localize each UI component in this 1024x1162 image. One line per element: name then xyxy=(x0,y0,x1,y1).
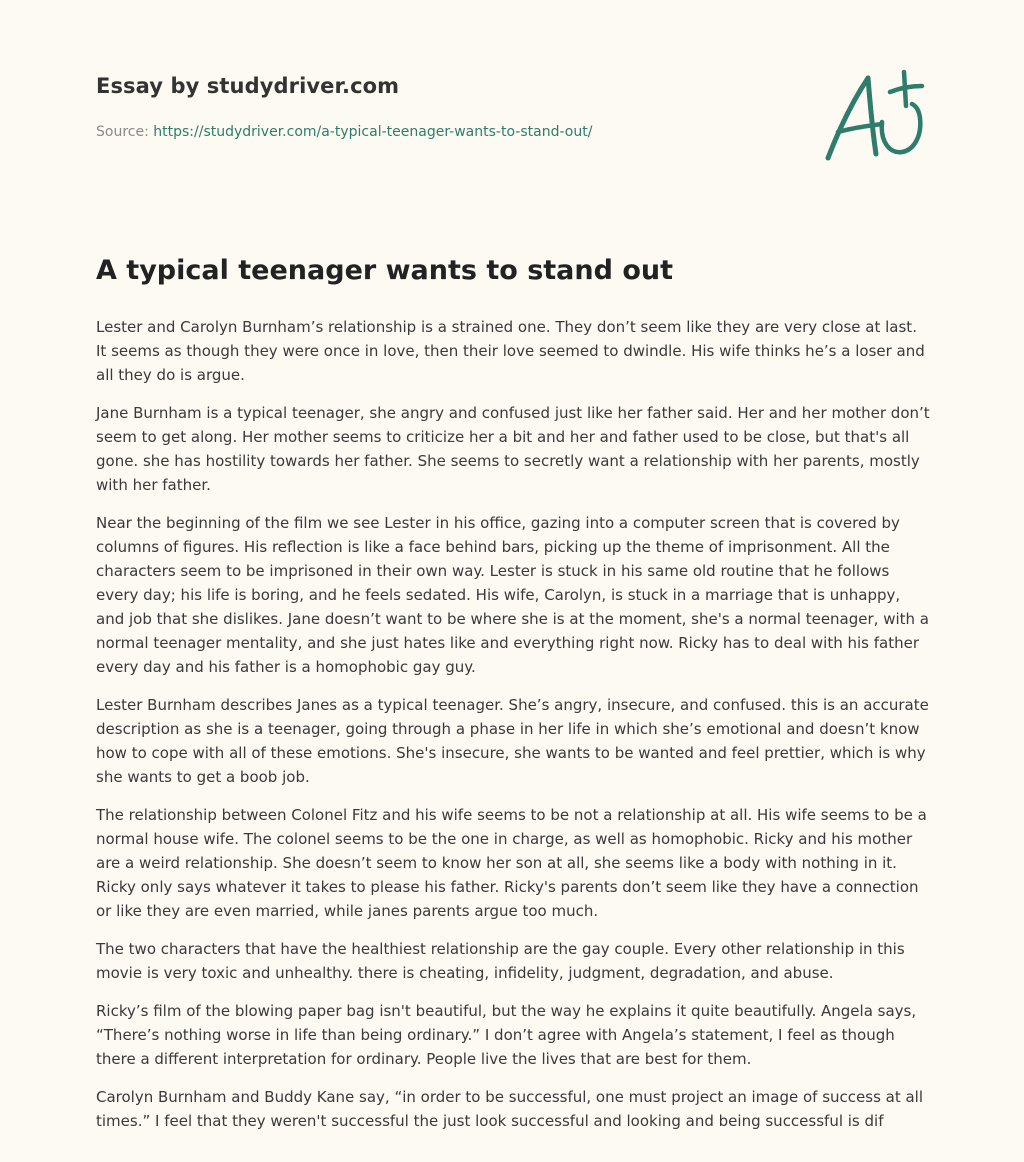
essay-paragraph: Ricky’s film of the blowing paper bag isn't beautiful, but the way he explains it quite beautifully. Angela says, “There’s nothing worse in life than being ordinary.” I don’t agree with Angela’s statement, I feel as though there a different interpretation for ordinary. People live the lives that are best for them. xyxy=(96,1002,917,1068)
site-title: Essay by studydriver.com xyxy=(96,74,400,98)
source-line xyxy=(96,124,592,140)
essay-paragraph: The relationship between Colonel Fitz and his wife seems to be not a relationship at all. His wife seems to be a normal house wife. The colonel seems to be the one in charge, as well as homophobic. Ricky and his mother are a weird relationship. She doesn’t seem to know her son at all, she seems like a body with nothing in it. Ricky only says whatever it takes to please his father. Ricky's parents don’t seem like they have a connection or like they are even married, while janes parents argue too much. xyxy=(96,806,927,920)
essay-header xyxy=(96,74,796,140)
essay-paragraph: Lester Burnham describes Janes as a typical teenager. She’s angry, insecure, and confused. this is an accurate description as she is a teenager, going through a phase in her life in which she’s emotional and doesn’t know how to cope with all of these emotions. She's insecure, she wants to be wanted and feel prettier, which is why she wants to get a boob job. xyxy=(96,696,929,786)
essay-body xyxy=(96,315,931,1147)
essay-paragraph: The two characters that have the healthiest relationship are the gay couple. Every other relationship in this movie is very toxic and unhealthy. there is cheating, infidelity, judgment, degradation, and abuse. xyxy=(96,940,905,982)
source-link[interactable]: https://studydriver.com/a-typical-teenager-wants-to-stand-out/ xyxy=(153,124,593,140)
essay-title: A typical teenager wants to stand out xyxy=(96,255,674,286)
essay-paragraph: Lester and Carolyn Burnham’s relationship is a strained one. They don’t seem like they are very close at last. It seems as though they were once in love, then their love seemed to dwindle. His wife thinks he’s a loser and all they do is argue. xyxy=(96,318,925,384)
source-label: Source: xyxy=(96,124,149,140)
essay-paragraph: Jane Burnham is a typical teenager, she angry and confused just like her father said. Her and her mother don’t seem to get along. Her mother seems to criticize her a bit and her and father used to be close, but that's all gone. she has hostility towards her father. She seems to secretly want a relationship with her parents, mostly with her father. xyxy=(96,404,930,494)
a-plus-grade-icon xyxy=(816,66,932,166)
essay-paragraph: Near the beginning of the film we see Lester in his office, gazing into a computer screen that is covered by columns of figures. His reflection is like a face behind bars, picking up the theme of imprisonment. All the characters seem to be imprisoned in their own way. Lester is stuck in his same old routine that he follows every day; his life is boring, and he feels sedated. His wife, Carolyn, is stuck in a marriage that is unhappy, and job that she dislikes. Jane doesn’t want to be where she is at the moment, she's a normal teenager, with a normal teenager mentality, and she just hates like and everything right now. Ricky has to deal with his father every day and his father is a homophobic gay guy. xyxy=(96,514,929,676)
essay-paragraph: Carolyn Burnham and Buddy Kane say, “in order to be successful, one must project an image of success at all times.” I feel that they weren't successful the just look successful and looking and being successful is dif xyxy=(96,1088,924,1130)
